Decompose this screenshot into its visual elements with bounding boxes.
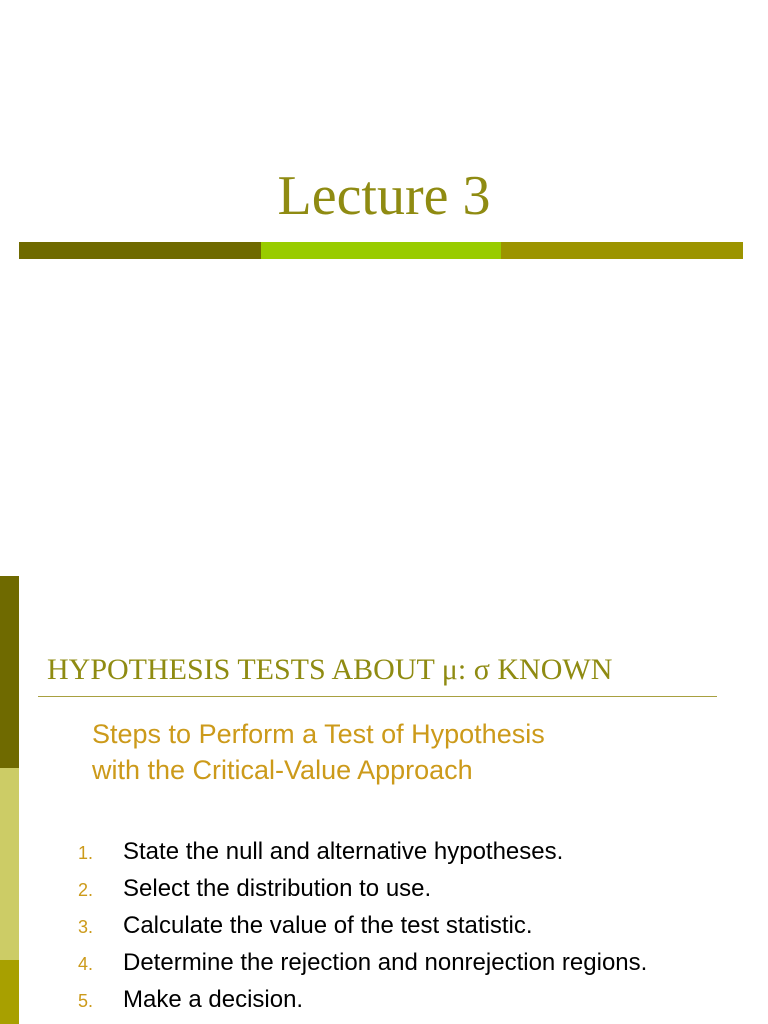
slide-hypothesis-steps	[0, 576, 768, 1024]
list-item	[0, 982, 768, 1019]
slide-heading: HYPOTHESIS TESTS ABOUT μ: σ KNOWN	[47, 653, 613, 686]
step-number: 4.	[78, 954, 94, 974]
list-item	[0, 871, 768, 908]
step-text: State the null and alternative hypotheses.	[123, 838, 564, 865]
step-text: Calculate the value of the test statistic.	[123, 912, 533, 939]
side-accent-dark	[0, 576, 19, 768]
heading-divider	[38, 696, 717, 697]
step-number: 3.	[78, 917, 94, 937]
list-item	[0, 908, 768, 945]
list-item	[0, 945, 768, 982]
slide-subtitle	[92, 716, 732, 788]
steps-list	[0, 834, 768, 1019]
accent-bar-dark	[19, 242, 261, 259]
accent-bar-lime	[261, 242, 501, 259]
step-number: 1.	[78, 843, 94, 863]
step-number: 5.	[78, 991, 94, 1011]
step-text: Select the distribution to use.	[123, 875, 432, 902]
subtitle-line-2: with the Critical-Value Approach	[92, 755, 473, 785]
slide-title-heading: Lecture 3	[277, 165, 491, 227]
list-item	[0, 834, 768, 871]
step-text: Make a decision.	[123, 986, 304, 1013]
subtitle-line-1: Steps to Perform a Test of Hypothesis	[92, 719, 545, 749]
step-text: Determine the rejection and nonrejection regions.	[123, 949, 648, 976]
step-number: 2.	[78, 880, 94, 900]
accent-bar-olive	[501, 242, 743, 259]
